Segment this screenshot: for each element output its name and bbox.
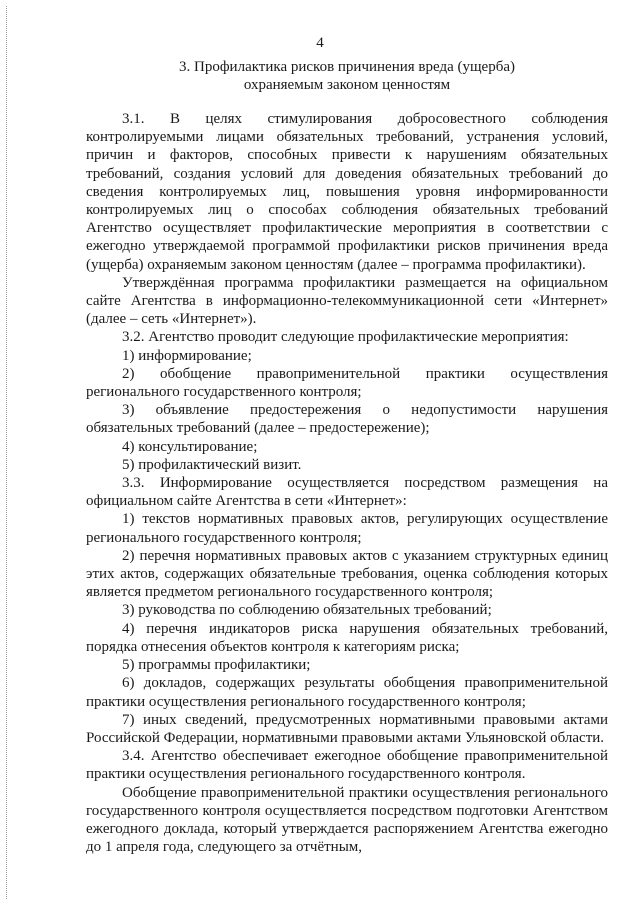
section-body bbox=[86, 110, 608, 856]
paragraph-program-publication: Утверждённая программа профилактики размещается на официальном сайте Агентства в информационно-телекоммуникационной сети «Интернет» (далее – сеть «Интернет»). bbox=[86, 274, 608, 328]
page-number: 4 bbox=[316, 35, 324, 51]
paragraph-annual-report: Обобщение правоприменительной практики осуществления регионального государственного контроля осуществляется посредством подготовки Агентством ежегодного доклада, который утверждается распоряжением Агентства ежегодно до 1 апреля года, следующего за отчётным, bbox=[86, 784, 608, 856]
paragraph-3-2: 3.2. Агентство проводит следующие профилактические мероприятия: bbox=[122, 329, 569, 346]
list-item-risk-indicators: 4) перечня индикаторов риска нарушения обязательных требований, порядка отнесения объектов контроля к категориям риска; bbox=[86, 620, 608, 655]
paragraph-3-3: 3.3. Информирование осуществляется посредством размещения на официальном сайте Агентства в сети «Интернет»: bbox=[86, 475, 608, 510]
section-title-line-2: охраняемым законом ценностям bbox=[243, 77, 451, 93]
list-item-acts-list: 2) перечня нормативных правовых актов с указанием структурных единиц этих актов, содержащих обязательные требования, оценка соблюдения которых является предметом регионального государственного контроля; bbox=[86, 547, 608, 601]
section-title-line-1: 3. Профилактика рисков причинения вреда (ущерба) bbox=[179, 59, 515, 75]
list-item-prevention-programs: 5) программы профилактики; bbox=[122, 657, 311, 674]
list-item-other-info: 7) иных сведений, предусмотренных нормативными правовыми актами Российской Федерации, нормативными правовыми актами Ульяновской области. bbox=[86, 711, 608, 746]
list-item-practice-generalization: 2) обобщение правоприменительной практики осуществления регионального государственного контроля; bbox=[86, 365, 608, 401]
list-item-informing: 1) информирование; bbox=[122, 347, 252, 364]
paragraph-3-4: 3.4. Агентство обеспечивает ежегодное обобщение правоприменительной практики осуществления регионального государственного контроля. bbox=[86, 748, 608, 783]
list-item-warning: 3) объявление предостережения о недопустимости нарушения обязательных требований (далее – предостережение); bbox=[86, 402, 608, 437]
paragraph-3-1: 3.1. В целях стимулирования добросовестного соблюдения контролируемыми лицами обязательных требований, устранения условий, причин и факторов, способных привести к нарушениям обязательных требований, создания условий для доведения обязательных требований до сведения контролируемых лиц, повышения уровня информированности контролируемых лиц о способах соблюдения обязательных требований Агентство осуществляет профилактические мероприятия в соответствии с ежегодно утверждаемой программой профилактики рисков причинения вреда (ущерба) охраняемым законом ценностям (далее – программа профилактики). bbox=[86, 111, 608, 273]
list-item-compliance-guide: 3) руководства по соблюдению обязательных требований; bbox=[122, 602, 492, 619]
list-item-legal-texts: 1) текстов нормативных правовых актов, регулирующих осуществление регионального государственного контроля; bbox=[86, 511, 608, 546]
list-item-preventive-visit: 5) профилактический визит. bbox=[122, 456, 302, 473]
list-item-consulting: 4) консультирование; bbox=[122, 438, 258, 455]
list-item-reports: 6) докладов, содержащих результаты обобщения правоприменительной практики осуществления регионального государственного контроля; bbox=[86, 675, 608, 710]
section-title bbox=[86, 58, 608, 94]
